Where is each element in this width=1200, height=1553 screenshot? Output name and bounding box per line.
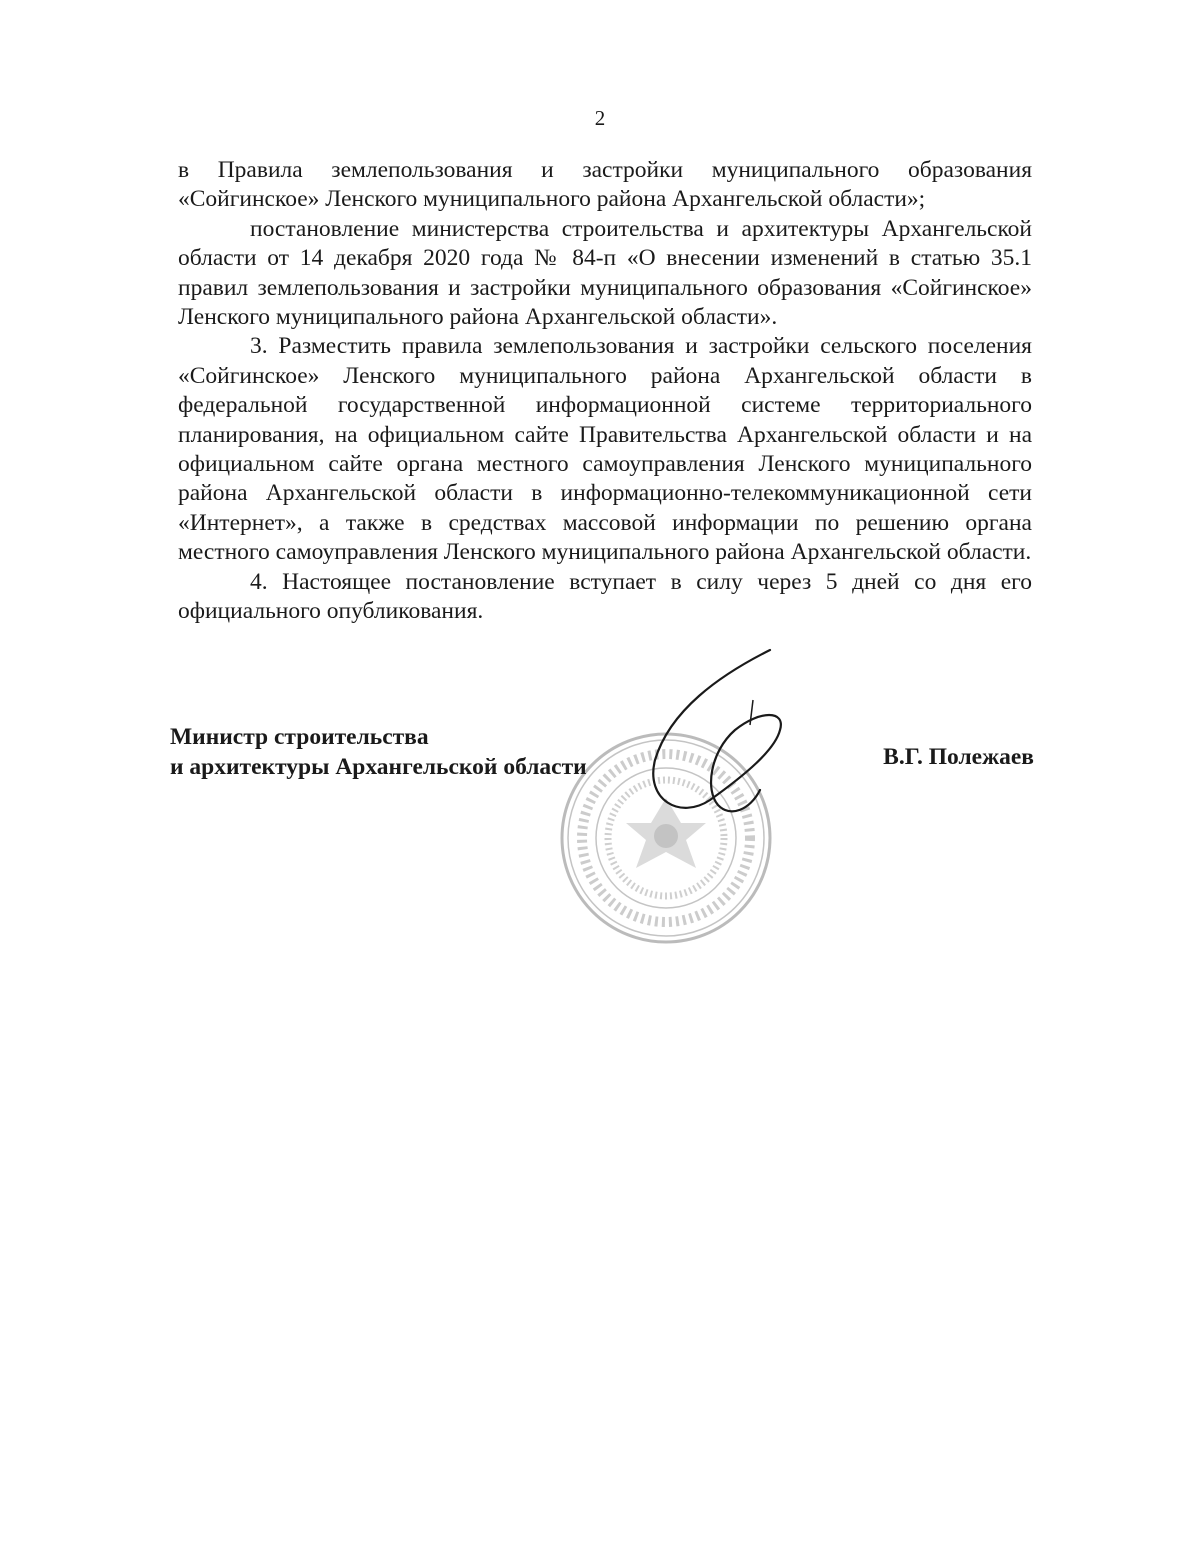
paragraph-item-4: 4. Настоящее постановление вступает в силу через 5 дней со дня его официального опубликования.: [178, 568, 1032, 625]
handwritten-signature-icon: [600, 640, 830, 840]
paragraph-amendment-continuation: в Правила землепользования и застройки муниципального образования «Сойгинское» Ленского муниципального района Архангельской области»;: [178, 157, 1032, 213]
signatory-name: В.Г. Полежаев: [883, 744, 1034, 770]
signatory-position: [170, 722, 587, 782]
document-body: [178, 156, 1032, 627]
signatory-position-line1: Министр строительства: [170, 724, 429, 750]
signatory-position-line2: и архитектуры Архангельской области: [170, 754, 587, 780]
page-number: 2: [594, 106, 606, 130]
paragraph-item-3: 3. Разместить правила землепользования и застройки сельского поселения «Сойгинское» Ленского муниципального района Архангельской области в федеральной государственной информационной системе территориального планирования, на официальном сайте Правительства Архангельской области и на официальном сайте органа местного самоуправления Ленского муниципального района Архангельской области в информационно-телекоммуникационной сети «Интернет», а также в средствах массовой информации по решению органа местного самоуправления Ленского муниципального района Архангельской области.: [178, 333, 1032, 566]
paragraph-resolution-reference: постановление министерства строительства и архитектуры Архангельской области от 14 декабря 2020 года № 84-п «О внесении изменений в статью 35.1 правил землепользования и застройки муниципального образования «Сойгинское» Ленского муниципального района Архангельской области».: [178, 215, 1032, 331]
